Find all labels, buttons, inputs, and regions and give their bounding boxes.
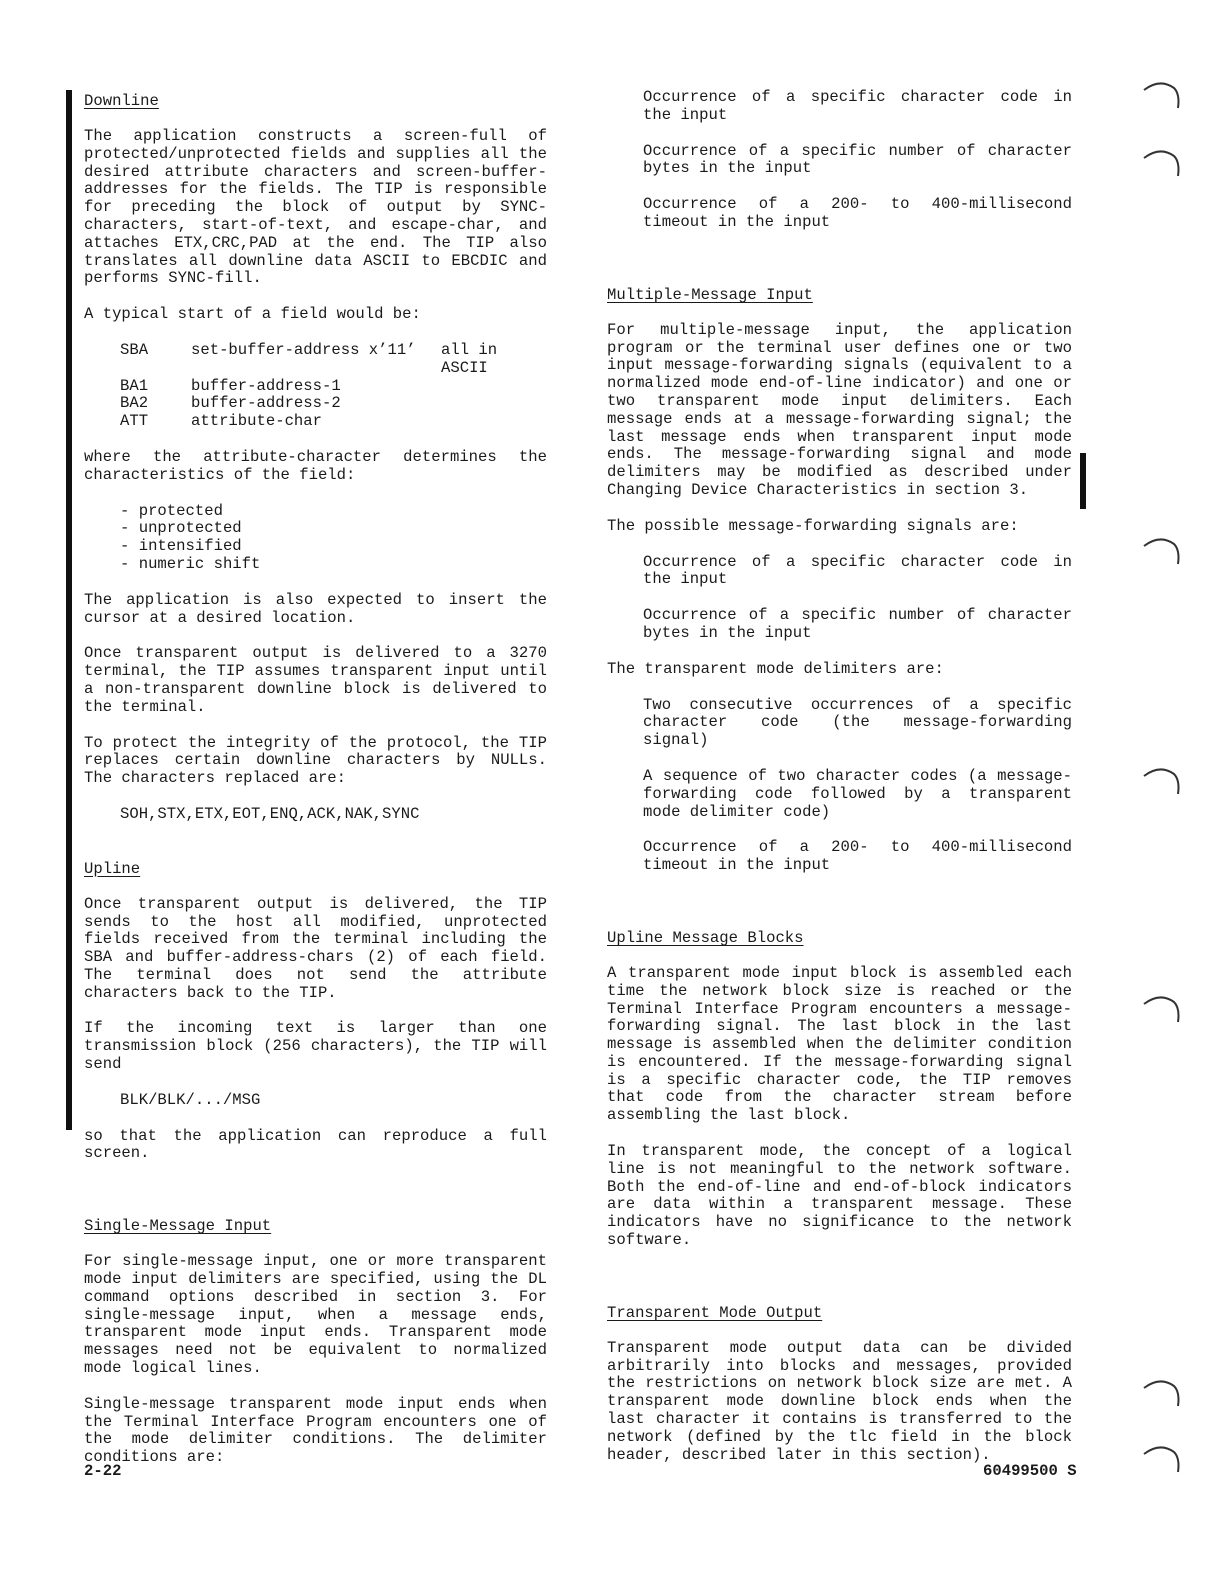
delimiter-conditions — [607, 89, 1072, 232]
field-note — [441, 413, 547, 431]
upline-section — [84, 860, 547, 1164]
punch-hole-1 — [1140, 76, 1184, 112]
field-desc: set-buffer-address x’11’ — [191, 340, 416, 359]
multiple-message-section — [607, 286, 1072, 875]
upline-paragraph-3: so that the application can reproduce a full screen. — [84, 1126, 547, 1163]
list-item: - numeric shift — [120, 556, 547, 574]
upline-blocks-heading: Upline Message Blocks — [607, 928, 804, 947]
protect-paragraph: To protect the integrity of the protocol, the TIP replaces certain downline characters by NULLs. The characters replaced are: — [84, 733, 547, 788]
table-row — [120, 342, 547, 378]
upline-paragraph-1: Once transparent output is delivered, the TIP sends to the host all modified, unprotected fields received from the terminal including the SBA and buffer-address-chars (2) of each field. The terminal does not send the attribute characters back to the TIP. — [84, 894, 547, 1002]
left-column — [84, 92, 547, 1467]
field-code: SBA — [120, 340, 149, 359]
signal-item: Occurrence of a specific number of character bytes in the input — [643, 606, 1072, 642]
single-message-heading: Single-Message Input — [84, 1217, 272, 1236]
attribute-list — [84, 503, 547, 574]
punch-hole-5 — [1140, 990, 1184, 1026]
field-code: BA1 — [120, 376, 149, 395]
field-note: all in ASCII — [441, 340, 498, 377]
signals-intro: The possible message-forwarding signals are: — [607, 516, 1019, 535]
multiple-message-paragraph: For multiple-message input, the application program or the terminal user defines one or two input message-forwarding signals (equivalent to a normalized mode end-of-line indicator) and one or two transparent mode input delimiters. Each message ends at a message-forwarding signal; the last message ends when transparent input mode ends. The message-forwarding signal and mode delimiters may be modified as described under Changing Device Characteristics in section 3. — [607, 320, 1072, 499]
list-item: - protected — [120, 503, 547, 521]
upline-paragraph-2: If the incoming text is larger than one transmission block (256 characters), the TIP will send — [84, 1019, 547, 1074]
punch-hole-2 — [1140, 144, 1184, 180]
upline-code: BLK/BLK/.../MSG — [120, 1090, 261, 1109]
field-desc: buffer-address-2 — [191, 394, 341, 413]
delimiter-item: Two consecutive occurrences of a specific character code (the message-forwarding signal) — [643, 695, 1072, 750]
upline-blocks-paragraph-2: In transparent mode, the concept of a logical line is not meaningful to the network software. Both the end-of-line and end-of-block indicators are data within a transparent message. These indicators have no significance to the network software. — [607, 1142, 1072, 1250]
signal-item: Occurrence of a specific character code in the input — [643, 552, 1072, 589]
single-message-paragraph-2: Single-message transparent mode input ends when the Terminal Interface Program encounters one of the mode delimiter conditions. The delimiter conditions are: — [84, 1394, 547, 1467]
punch-hole-3 — [1140, 532, 1184, 568]
attribute-where: where the attribute-character determines the characteristics of the field: — [84, 447, 547, 484]
condition-item: Occurrence of a specific number of character bytes in the input — [643, 141, 1072, 178]
punch-hole-7 — [1140, 1440, 1184, 1476]
downline-section — [84, 92, 547, 824]
field-desc: attribute-char — [191, 412, 323, 431]
right-column — [607, 89, 1072, 1464]
transparent-output-paragraph: Once transparent output is delivered to a 3270 terminal, the TIP assumes transparent input until a non-transparent downline block is delivered to the terminal. — [84, 644, 547, 716]
punch-hole-4 — [1140, 762, 1184, 798]
transparent-output-heading: Transparent Mode Output — [607, 1303, 823, 1322]
single-message-paragraph-1: For single-message input, one or more transparent mode input delimiters are specified, using the DL command options described in section 3. For single-message input, when a message ends, transparent mode input ends. Transparent mode messages need not be equivalent to normalized mode logical lines. — [84, 1252, 547, 1378]
field-code: BA2 — [120, 394, 149, 413]
upline-blocks-paragraph-1: A transparent mode input block is assembled each time the network block size is reached or the Terminal Interface Program encounters a message-forwarding signal. The last block in the last message is assembled when the delimiter condition is encountered. If the message-forwarding signal is a specific character code, the TIP removes that code from the character stream before assembling the last block. — [607, 963, 1072, 1125]
typical-field-intro: A typical start of a field would be: — [84, 305, 421, 324]
document-number: 60499500 S — [983, 1462, 1077, 1480]
field-note — [441, 395, 547, 413]
transparent-output-paragraph: Transparent mode output data can be divided arbitrarily into blocks and messages, provided the restrictions on network block size are met. A transparent mode downline block ends when the last character it contains is transferred to the network (defined by the tlc field in the block header, described later in this section). — [607, 1338, 1072, 1464]
downline-intro: The application constructs a screen-full of protected/unprotected fields and supplies all the desired attribute characters and screen-buffer-addresses for the fields. The TIP is responsible for preceding the block of output by SYNC-characters, start-of-text, and escape-char, and attaches ETX,CRC,PAD at the end. The TIP also translates all downline data ASCII to EBCDIC and performs SYNC-fill. — [84, 127, 547, 288]
table-row — [120, 378, 547, 396]
condition-item: Occurrence of a specific character code in the input — [643, 88, 1072, 124]
list-item: - intensified — [120, 538, 547, 556]
transparent-output-section — [607, 1304, 1072, 1465]
change-bar-left — [66, 90, 72, 1130]
multiple-message-heading: Multiple-Message Input — [607, 285, 813, 304]
field-code-table — [120, 342, 547, 431]
field-desc: buffer-address-1 — [191, 376, 341, 395]
field-note — [441, 378, 547, 396]
delimiter-item: A sequence of two character codes (a message-forwarding code followed by a transparent mode delimiter code) — [643, 766, 1072, 821]
change-bar-right — [1080, 453, 1086, 509]
cursor-paragraph: The application is also expected to insert the cursor at a desired location. — [84, 590, 547, 627]
table-row — [120, 395, 547, 413]
upline-blocks-section — [607, 929, 1072, 1250]
field-code: ATT — [120, 412, 149, 431]
list-item: - unprotected — [120, 520, 547, 538]
replaced-characters: SOH,STX,ETX,EOT,ENQ,ACK,NAK,SYNC — [120, 804, 420, 823]
delimiter-item: Occurrence of a 200- to 400-millisecond timeout in the input — [643, 838, 1072, 875]
single-message-section — [84, 1217, 547, 1467]
table-row — [120, 413, 547, 431]
page-number: 2-22 — [84, 1462, 122, 1480]
delimiters-intro: The transparent mode delimiters are: — [607, 659, 944, 678]
condition-item: Occurrence of a 200- to 400-millisecond timeout in the input — [643, 195, 1072, 231]
punch-hole-6 — [1140, 1374, 1184, 1410]
downline-heading: Downline — [84, 92, 159, 110]
upline-heading: Upline — [84, 859, 141, 878]
